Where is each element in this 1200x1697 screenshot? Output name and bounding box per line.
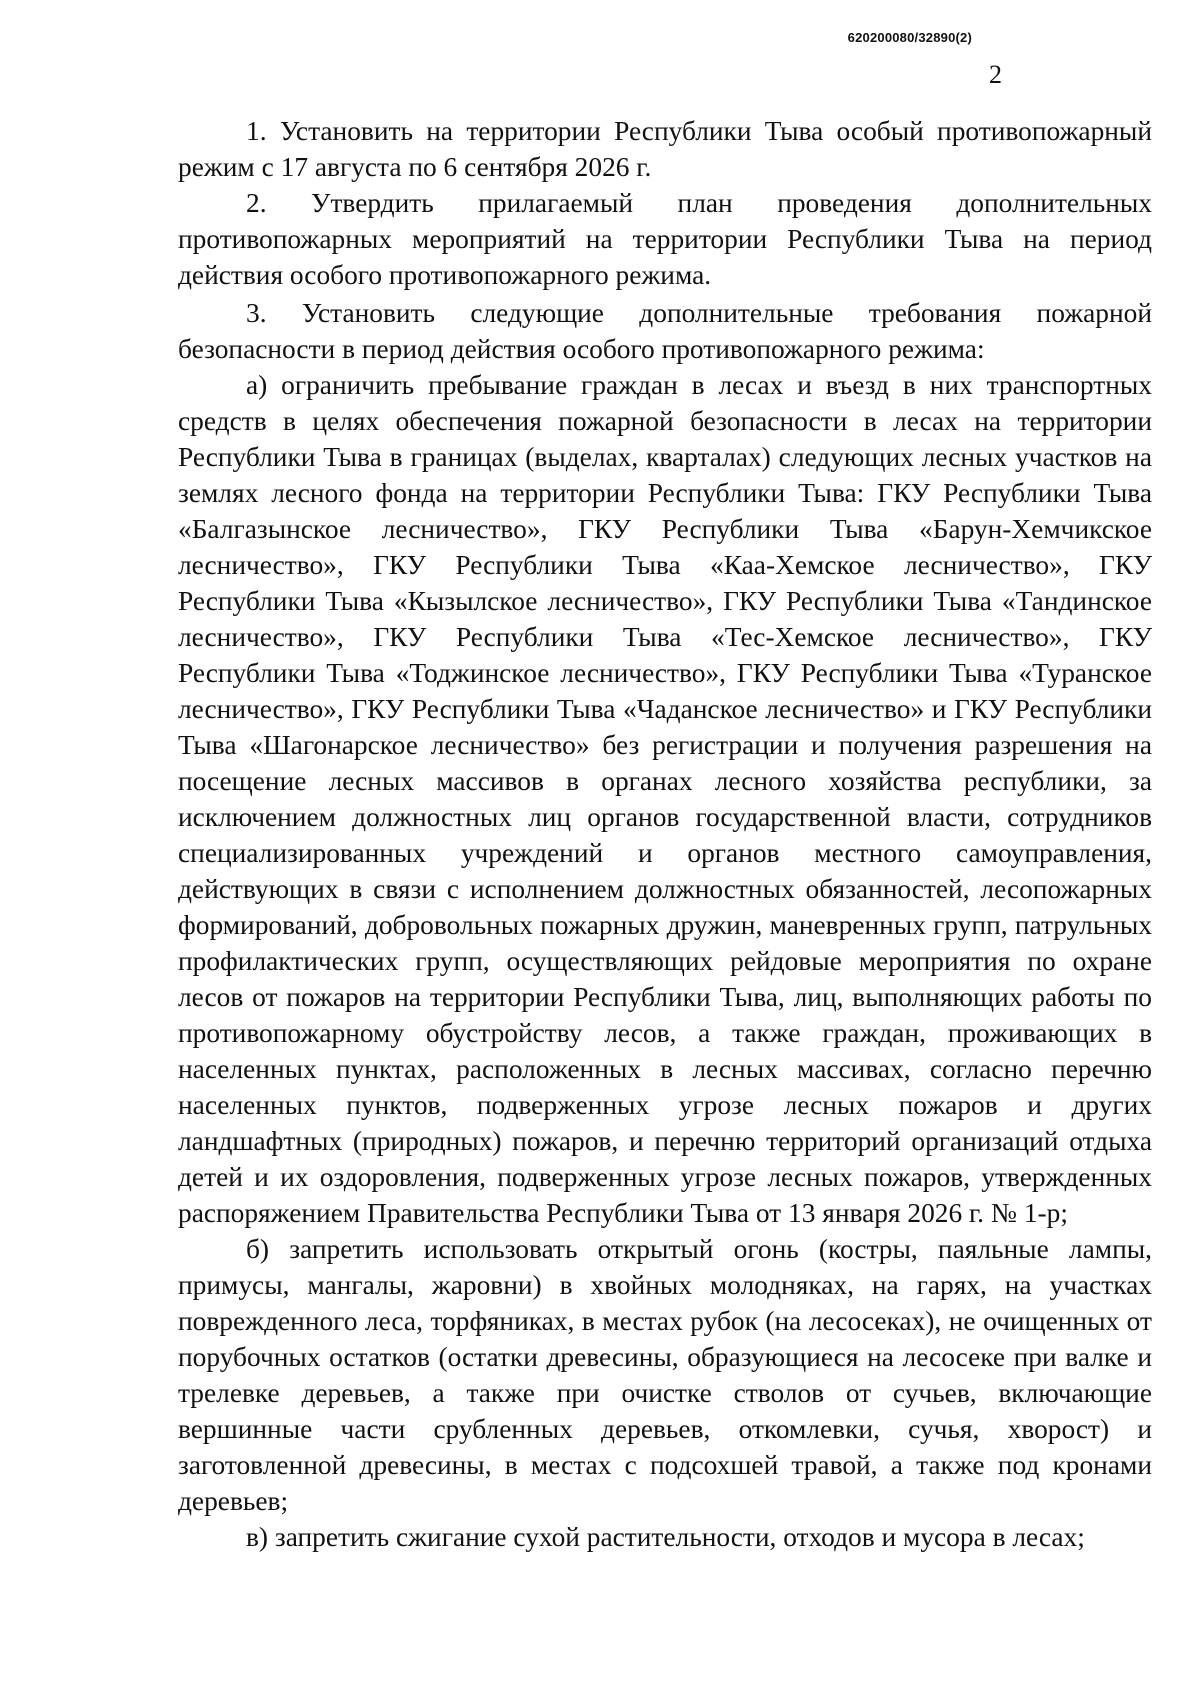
paragraph-item-2: 2. Утвердить прилагаемый план проведения дополнительных противопожарных мероприятий на территории Республики Тыва на период действия особого противопожарного режима. bbox=[178, 188, 1152, 290]
paragraph-item-3b: б) запретить использовать открытый огонь (костры, паяльные лампы, примусы, мангалы, жаровни) в хвойных молодняках, на гарях, на участках поврежденного леса, торфяниках, в местах рубок (на лесосеках), не очищенных от порубочных остатков (остатки древесины, образующиеся на лесосеке при валке и трелевке деревьев, а также при очистке стволов от сучьев, включающие вершинные части срубленных деревьев, откомлевки, сучья, хворост) и заготовленной древесины, в местах с подсохшей травой, а также под кронами деревьев; bbox=[178, 1234, 1152, 1516]
page-number: 2 bbox=[989, 60, 1002, 89]
paragraph-item-3: 3. Установить следующие дополнительные требования пожарной безопасности в период действия особого противопожарного режима: bbox=[178, 298, 1152, 364]
document-body bbox=[178, 113, 1152, 1555]
document-id: 620200080/32890(2) bbox=[847, 30, 972, 45]
paragraph-item-3a: а) ограничить пребывание граждан в лесах и въезд в них транспортных средств в целях обеспечения пожарной безопасности в лесах на территории Республики Тыва в границах (выделах, кварталах) следующих лесных участков на землях лесного фонда на территории Республики Тыва: ГКУ Республики Тыва «Балгазынское лесничество», ГКУ Республики Тыва «Барун-Хемчикское лесничество», ГКУ Республики Тыва «Каа-Хемское лесничество», ГКУ Республики Тыва «Кызылское лесничество», ГКУ Республики Тыва «Тандинское лесничество», ГКУ Республики Тыва «Тес-Хемское лесничество», ГКУ Республики Тыва «Тоджинское лесничество», ГКУ Республики Тыва «Туранское лесничество», ГКУ Республики Тыва «Чаданское лесничество» и ГКУ Республики Тыва «Шагонарское лесничество» без регистрации и получения разрешения на посещение лесных массивов в органах лесного хозяйства республики, за исключением должностных лиц органов государственной власти, сотрудников специализированных учреждений и органов местного самоуправления, действующих в связи с исполнением должностных обязанностей, лесопожарных формирований, добровольных пожарных дружин, маневренных групп, патрульных профилактических групп, осуществляющих рейдовые мероприятия по охране лесов от пожаров на территории Республики Тыва, лиц, выполняющих работы по противопожарному обустройству лесов, а также граждан, проживающих в населенных пунктах, расположенных в лесных массивах, согласно перечню населенных пунктов, подверженных угрозе лесных пожаров и других ландшафтных (природных) пожаров, и перечню территорий организаций отдыха детей и их оздоровления, подверженных угрозе лесных пожаров, утвержденных распоряжением Правительства Республики Тыва от 13 января 2026 г. № 1-р; bbox=[178, 370, 1152, 1228]
paragraph-item-1: 1. Установить на территории Республики Тыва особый противопожарный режим с 17 августа по 6 сентября 2026 г. bbox=[178, 116, 1152, 182]
paragraph-item-3v: в) запретить сжигание сухой растительности, отходов и мусора в лесах; bbox=[246, 1522, 1085, 1552]
